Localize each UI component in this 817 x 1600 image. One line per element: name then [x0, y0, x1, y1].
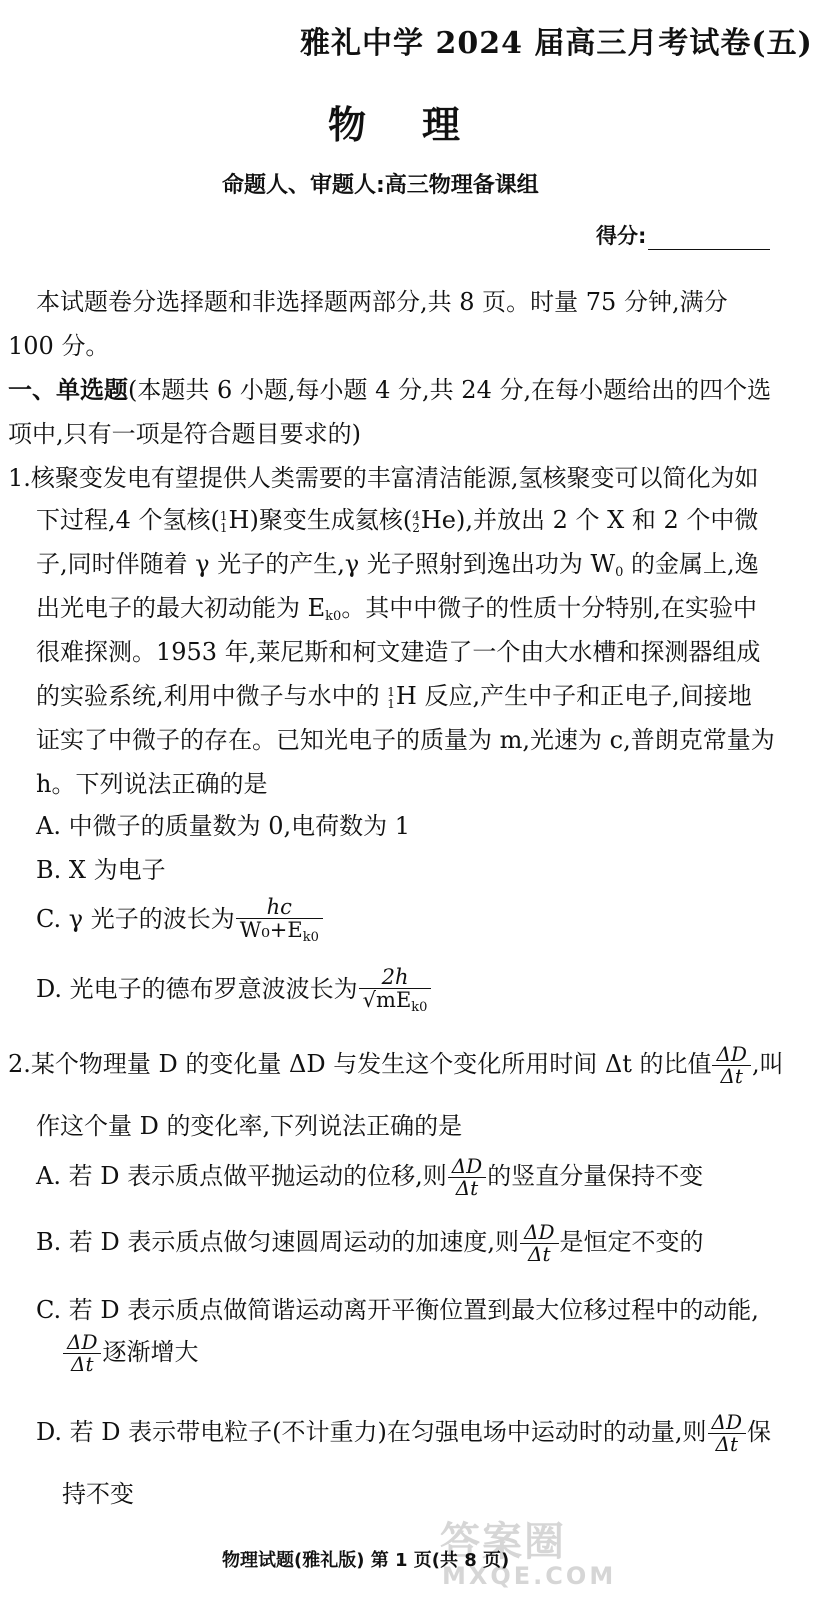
- watermark-logo: 答案圈: [440, 1519, 566, 1565]
- q2-line-1: [8, 1044, 784, 1087]
- q2-opta-tail: 的竖直分量保持不变: [487, 1162, 704, 1190]
- q2-option-c: C. 若 D 表示质点做简谐运动离开平衡位置到最大位移过程中的动能,: [36, 1296, 759, 1324]
- authors-line: 命题人、审题人:高三物理备课组: [222, 173, 539, 198]
- frac-den-d-text: √mE: [362, 988, 412, 1013]
- wavelength-fraction: [236, 896, 323, 945]
- q1-text-a: 下过程,4 个氢核(: [36, 506, 220, 534]
- iso-h-charge-b: 1: [387, 696, 395, 711]
- q1-text-d: 子,同时伴随着 γ 光子的产生,γ 光子照射到逸出功为 W: [36, 550, 616, 578]
- q2-optd-tail: 保: [746, 1418, 771, 1446]
- q1-option-a: A. 中微子的质量数为 0,电荷数为 1: [36, 812, 411, 840]
- frac-den: [236, 919, 323, 945]
- q2-optb-tail: 是恒定不变的: [559, 1228, 704, 1256]
- q1-text-i: H 反应,产生中子和正电子,间接地: [395, 682, 752, 710]
- q2-option-d: [36, 1412, 771, 1455]
- iso-he-mass: 4: [412, 508, 420, 523]
- q1-line-6: [36, 676, 752, 711]
- q1-option-b: B. X 为电子: [36, 856, 166, 884]
- q1-text-e: 的金属上,逸: [623, 550, 759, 578]
- section1-note-2: 项中,只有一项是符合题目要求的): [8, 420, 361, 448]
- section1-header: [8, 370, 771, 405]
- frac-den-d-sub: k0: [411, 1000, 428, 1016]
- isotope-h1-b: [387, 686, 395, 710]
- isotope-he4: [412, 510, 420, 534]
- frac-den-text: W₀+E: [239, 918, 303, 943]
- q2-option-a: [36, 1156, 703, 1199]
- q2-line-2: 作这个量 D 的变化率,下列说法正确的是: [36, 1112, 463, 1140]
- q2-optc-tail: 逐渐增大: [102, 1338, 199, 1366]
- rate-den: Δt: [720, 1064, 743, 1088]
- rate-num-c: ΔD: [63, 1332, 101, 1354]
- debroglie-fraction: [359, 966, 432, 1015]
- q1-line-4: [36, 588, 757, 624]
- iso-h-charge: 1: [219, 520, 228, 535]
- iso-h-mass-b: 1: [387, 684, 395, 699]
- q1-option-d: [36, 966, 432, 1015]
- q1-optd-text: D. 光电子的德布罗意波波长为: [36, 974, 358, 1003]
- q2-text-a: 2.某个物理量 D 的变化量 ΔD 与发生这个变化所用时间 Δt 的比值: [8, 1050, 712, 1078]
- rate-den-b: Δt: [528, 1242, 551, 1266]
- q2-opta-text: A. 若 D 表示质点做平抛运动的位移,则: [36, 1162, 447, 1190]
- intro-line-1: 本试题卷分选择题和非选择题两部分,共 8 页。时量 75 分钟,满分: [36, 288, 728, 316]
- isotope-h1: [220, 510, 228, 534]
- iso-h-mass: 1: [219, 508, 228, 523]
- rate-num-d: ΔD: [708, 1412, 746, 1434]
- subject-title: [328, 94, 460, 149]
- score-blank: [648, 229, 770, 250]
- rate-fraction-a: [448, 1156, 486, 1199]
- frac-num: hc: [236, 896, 323, 919]
- rate-num-b: ΔD: [520, 1222, 558, 1244]
- frac-den-sub: k0: [302, 930, 319, 946]
- q1-optc-text: C. γ 光子的波长为: [36, 904, 235, 933]
- page-footer: 物理试题(雅礼版) 第 1 页(共 8 页): [222, 1550, 510, 1571]
- section1-note: (本题共 6 小题,每小题 4 分,共 24 分,在每小题给出的四个选: [128, 376, 772, 404]
- q2-optb-text: B. 若 D 表示质点做匀速圆周运动的加速度,则: [36, 1228, 520, 1256]
- q1-line-1: 1.核聚变发电有望提供人类需要的丰富清洁能源,氢核聚变可以简化为如: [8, 464, 759, 492]
- q1-option-c: [36, 896, 324, 945]
- rate-num: ΔD: [712, 1044, 750, 1066]
- iso-he-charge: 2: [412, 520, 420, 535]
- q2-option-c-cont: [62, 1332, 198, 1375]
- ek0-subscript: k0: [325, 609, 342, 624]
- intro-line-2: 100 分。: [8, 332, 110, 360]
- w0-subscript: 0: [615, 565, 624, 580]
- subject-char-2: 理: [422, 102, 461, 147]
- rate-den-d: Δt: [715, 1432, 738, 1456]
- section1-title: 一、单选题: [8, 376, 128, 404]
- rate-den-a: Δt: [455, 1176, 479, 1200]
- q1-text-f: 出光电子的最大初动能为 E: [36, 594, 326, 622]
- watermark-url: MXQE.COM: [442, 1562, 617, 1590]
- rate-den-c: Δt: [71, 1352, 94, 1376]
- q2-optd-text: D. 若 D 表示带电粒子(不计重力)在匀强电场中运动时的动量,则: [36, 1418, 707, 1446]
- score-field: [596, 220, 770, 250]
- q2-text-b: ,叫: [751, 1050, 784, 1078]
- q1-line-2: [36, 500, 758, 535]
- frac-den-d: [359, 989, 432, 1015]
- subject-char-1: 物: [328, 102, 367, 147]
- q1-text-h: 的实验系统,利用中微子与水中的: [36, 682, 388, 710]
- frac-num-d: 2h: [359, 966, 432, 989]
- rate-fraction-b: [520, 1222, 558, 1265]
- exam-header-title: 雅礼中学 2024 届高三月考试卷(五): [300, 26, 813, 61]
- score-label: 得分:: [596, 224, 647, 248]
- q1-line-3: [36, 544, 759, 580]
- rate-fraction-d: [708, 1412, 746, 1455]
- q1-text-b: H)聚变生成氦核(: [228, 506, 413, 534]
- rate-fraction: [712, 1044, 750, 1087]
- q1-text-c: He),并放出 2 个 X 和 2 个中微: [420, 506, 759, 534]
- q1-text-g: 。其中中微子的性质十分特别,在实验中: [341, 594, 757, 622]
- q2-option-b: [36, 1222, 704, 1265]
- rate-num-a: ΔD: [448, 1156, 486, 1178]
- q1-line-8: h。下列说法正确的是: [36, 770, 268, 798]
- q1-line-5: 很难探测。1953 年,莱尼斯和柯文建造了一个由大水槽和探测器组成: [36, 638, 761, 666]
- q1-line-7: 证实了中微子的存在。已知光电子的质量为 m,光速为 c,普朗克常量为: [36, 726, 775, 754]
- q2-option-d-cont: 持不变: [62, 1480, 134, 1508]
- rate-fraction-c: [63, 1332, 101, 1375]
